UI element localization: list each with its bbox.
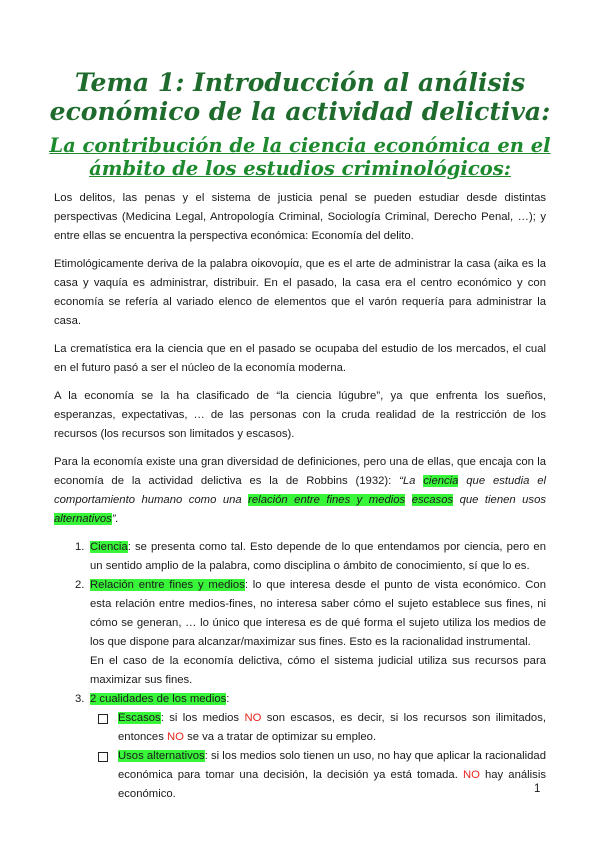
no-emphasis: NO [244,712,262,724]
list-number: 1. [75,541,85,553]
paragraph-crematistica: La crematística era la ciencia que en el pasado se ocupaba del estudio de los mercados, el cual en el futuro pasó a ser el núcleo de la economía moderna. [54,343,546,374]
list-item-extra-text: En el caso de la economía delictiva, cómo el sistema judicial utiliza sus recursos para maximizar sus fines. [90,655,546,686]
list-item-text: : [226,693,230,705]
sub-list-item [90,747,546,804]
term-relacion-fines-medios: Relación entre fines y medios [90,579,245,591]
section-subtitle: La contribución de la ciencia económica en el ámbito de los estudios criminológicos: [49,134,551,180]
page-title: Tema 1: Introducción al análisis económico de la actividad delictiva: [49,68,551,126]
quote-text: ”. [111,513,119,525]
quote-text [405,494,411,506]
sub-item-text: se va a tratar de optimizar su empleo. [183,731,377,743]
list-item [54,576,546,690]
checkbox-bullet-icon [98,752,108,762]
document-body [54,189,546,804]
highlight-ciencia: ciencia [423,475,459,487]
paragraph-etymology: Etimológicamente deriva de la palabra οἰκονομία, que es el arte de administrar la casa (aika es la casa y vaquía es administrar, distribuir. En el pasado, la casa era el centro económico y con economía se refería al variado elenco de elementos que el varón requería para administrar la casa. [54,258,546,327]
term-ciencia: Ciencia [90,541,128,553]
sub-list [90,709,546,804]
highlight-escasos: escasos [411,494,454,506]
list-item [54,690,546,804]
checkbox-bullet-icon [98,714,108,724]
page-number: 1 [534,783,541,795]
paragraph-intro: Los delitos, las penas y el sistema de justicia penal se pueden estudiar desde distintas perspectivas (Medicina Legal, Antropología Criminal, Sociología Criminal, Derecho Penal, …); y entre ellas se encuentra la perspectiva económica: Economía del delito. [54,192,546,242]
quote-text: que tienen usos [453,494,547,506]
highlight-alternativos: alternativos [54,513,112,525]
quote-text: que estudia el comportamiento humano como una [54,475,546,506]
numbered-list [54,538,546,804]
sub-item-text: : si los medios [160,712,245,724]
paragraph-ciencia-lugubre: A la economía se la ha clasificado de “la ciencia lúgubre”, ya que enfrenta los sueños, esperanzas, expectativas, … de las personas con la cruda realidad de la restricción de los recursos (los recursos son limitados y escasos). [54,390,546,440]
term-usos-alternativos: Usos alternativos [118,750,205,762]
sub-item-text: hay análisis económico. [118,769,546,800]
sub-list-item [90,709,546,747]
term-cualidades-medios: 2 cualidades de los medios [90,693,227,705]
robbins-intro-text: Para la economía existe una gran diversidad de definiciones, pero una de ellas, que encaja con la economía de la actividad delictiva es la de Robbins (1932): [54,456,546,487]
sub-item-text: : si los medios solo tienen un uso, no hay que aplicar la racionalidad económica para tomar una decisión, la decisión ya está tomada. [118,750,546,781]
no-emphasis: NO [462,769,480,781]
list-item-text: : lo que interesa desde el punto de vista económico. Con esta relación entre medios-fines, no interesa saber cómo el sujeto establece sus fines, ni cómo se generan, … lo único que interesa es de qué forma el sujeto utiliza los medios de los que dispone para alcanzar/maximizar sus fines. Esto es la racionalidad instrumental. [90,579,546,648]
sub-item-text: son escasos, es decir, si los recursos son ilimitados, entonces [118,712,546,743]
paragraph-robbins-definition [54,453,546,529]
highlight-relacion: relación entre fines y medios [248,494,406,506]
list-item [54,538,546,576]
term-escasos: Escasos [118,712,161,724]
no-emphasis: NO [167,731,184,743]
quote-text: “La [399,475,424,487]
list-number: 3. [75,693,85,705]
list-number: 2. [75,579,85,591]
list-item-text: : se presenta como tal. Esto depende de lo que entendamos por ciencia, pero en un sentido amplio de la palabra, como disciplina o ámbito de conocimiento, sí que lo es. [90,541,546,572]
